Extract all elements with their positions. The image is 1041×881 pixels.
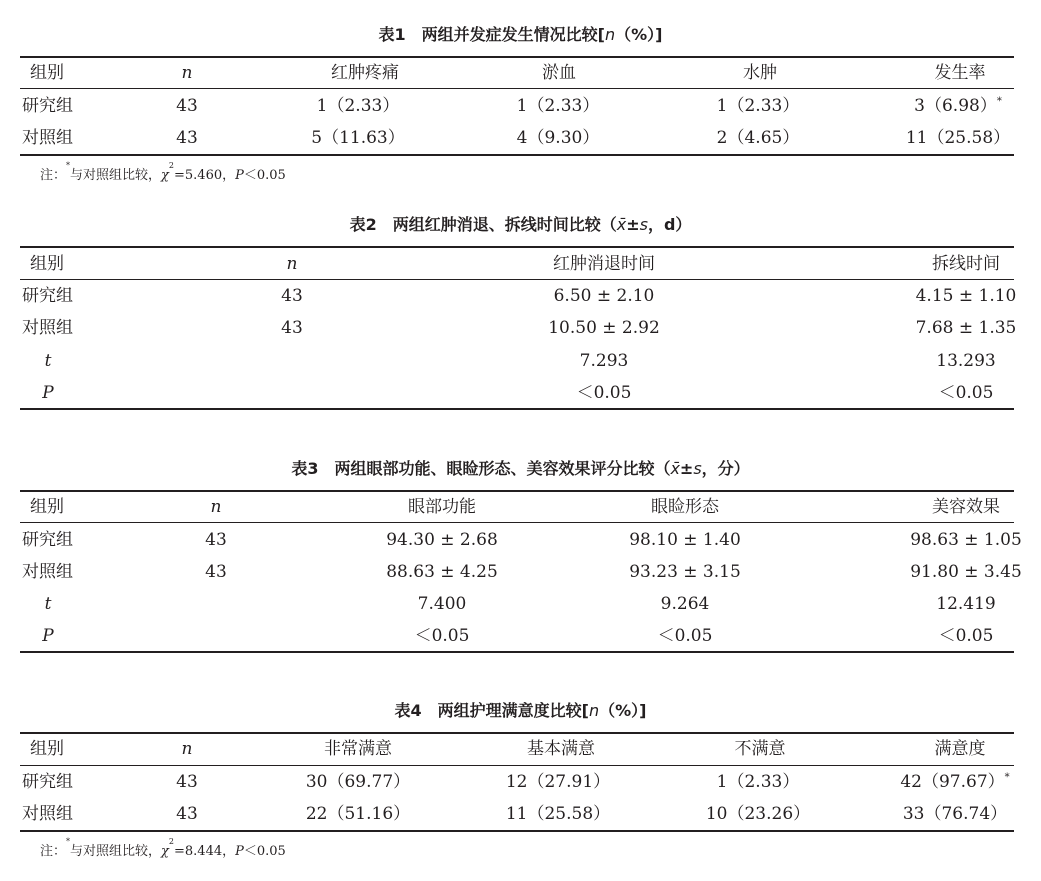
table3-p-eyelid-shape: ＜0.05	[657, 626, 713, 646]
table3-title	[0, 456, 1041, 479]
table1-row1-n: 43	[176, 96, 198, 116]
table2-title-mean: x̄	[616, 215, 627, 234]
table4-row1-n: 43	[176, 772, 198, 792]
table1-row1-group: 研究组	[22, 96, 73, 116]
table1-row2-edema: 2（4.65）	[716, 128, 800, 148]
table4-note-square: 2	[168, 837, 175, 846]
table3-row2-cosmetic-effect: 91.80 ± 3.45	[910, 562, 1022, 582]
table4-row1-satisfaction-value: 42（97.67）	[900, 772, 1005, 792]
table3-row2-eyelid-shape: 93.23 ± 3.15	[629, 562, 741, 582]
table3-title-mean: x̄	[670, 459, 680, 478]
table4-row1-satisfaction	[900, 772, 1009, 792]
table3-title-sd: s	[693, 459, 702, 478]
table2-header-suture-time: 拆线时间	[932, 254, 1000, 274]
table4-title-suffix: （%）]	[599, 701, 647, 720]
table4-note-star: *	[66, 837, 71, 846]
table2-header-n: n	[286, 254, 298, 274]
table3-header-n: n	[210, 497, 222, 517]
table2-header-rule	[20, 279, 1014, 280]
table4-note-p-value: ＜0.05	[243, 844, 286, 859]
table4-row2-very-satisfied: 22（51.16）	[305, 804, 411, 824]
table4-row2-group: 对照组	[22, 804, 73, 824]
table3-row2-group: 对照组	[22, 562, 73, 582]
table3-bottom-rule	[20, 651, 1014, 653]
table2-row2-group: 对照组	[22, 318, 73, 338]
table1-significance-star: *	[996, 96, 1002, 107]
table4-header-n: n	[181, 739, 193, 759]
table3-row2-n: 43	[205, 562, 227, 582]
table4-row2-n: 43	[176, 804, 198, 824]
table4-header-very-satisfied: 非常满意	[324, 739, 392, 759]
table3-row1-cosmetic-effect: 98.63 ± 1.05	[910, 530, 1022, 550]
table2-title-pm: ±	[626, 215, 640, 234]
table3-p-label: P	[42, 626, 54, 646]
table1-header-redness-pain: 红肿疼痛	[331, 63, 399, 83]
table3-title-pm: ±	[679, 459, 694, 478]
table4-header-satisfaction: 满意度	[934, 739, 986, 759]
table4-top-rule	[20, 732, 1014, 734]
table1-note-chi: χ	[161, 168, 169, 183]
table1-note-p-value: ＜0.05	[243, 168, 286, 183]
table4-row1-very-satisfied: 30（69.77）	[305, 772, 411, 792]
table3-title-text: 表3 两组眼部功能、眼睑形态、美容效果评分比较（	[291, 459, 671, 478]
table4-header-rule	[20, 765, 1014, 766]
table4-note	[40, 837, 286, 859]
table3-row1-group: 研究组	[22, 530, 73, 550]
table4-title	[0, 698, 1041, 721]
table4-title-n: n	[588, 701, 600, 720]
table4-significance-star: *	[1004, 772, 1010, 783]
table3-row2-eye-function: 88.63 ± 4.25	[386, 562, 498, 582]
table4-row1-basically-satisfied: 12（27.91）	[505, 772, 611, 792]
table3-header-rule	[20, 522, 1014, 523]
table4-row2-basically-satisfied: 11（25.58）	[505, 804, 611, 824]
table2-row1-group: 研究组	[22, 286, 73, 306]
table4-note-p: P	[235, 844, 244, 859]
table1-title-n: n	[604, 25, 616, 44]
table3-header-group: 组别	[30, 497, 64, 517]
table2-title-sd: s	[639, 215, 648, 234]
table1-header-rule	[20, 88, 1014, 89]
table1-title-text: 表1 两组并发症发生情况比较[	[378, 25, 605, 44]
table4-row2-dissatisfied: 10（23.26）	[705, 804, 811, 824]
table3-header-eyelid-shape: 眼睑形态	[651, 497, 719, 517]
table2-title-suffix: ，d）	[647, 215, 692, 234]
table4-row1-dissatisfied: 1（2.33）	[716, 772, 800, 792]
table3-p-eye-function: ＜0.05	[414, 626, 470, 646]
table2-bottom-rule	[20, 408, 1014, 410]
table2-t-suture-time: 13.293	[936, 351, 996, 371]
table3-row1-eye-function: 94.30 ± 2.68	[386, 530, 498, 550]
table3-row1-eyelid-shape: 98.10 ± 1.40	[629, 530, 741, 550]
table1-row1-redness-pain: 1（2.33）	[316, 96, 400, 116]
table3-top-rule	[20, 490, 1014, 492]
table1-note-p: P	[235, 168, 244, 183]
table1-row1-edema: 1（2.33）	[716, 96, 800, 116]
table4-note-chi: χ	[161, 844, 169, 859]
table2-header-swelling-time: 红肿消退时间	[553, 254, 655, 274]
table2-top-rule	[20, 246, 1014, 248]
table1-row1-bruising: 1（2.33）	[516, 96, 600, 116]
table1-note-star: *	[66, 161, 71, 170]
table1-header-incidence: 发生率	[934, 63, 986, 83]
table1-header-bruising: 淤血	[542, 63, 576, 83]
table1-row1-incidence	[914, 96, 1002, 116]
table4-row2-satisfaction: 33（76.74）	[902, 804, 1008, 824]
table1-header-group: 组别	[30, 63, 64, 83]
table3-t-eyelid-shape: 9.264	[660, 594, 710, 614]
table3-t-eye-function: 7.400	[417, 594, 467, 614]
table1-note-square: 2	[168, 161, 175, 170]
table1-row2-incidence: 11（25.58）	[905, 128, 1011, 148]
table4-row1-group: 研究组	[22, 772, 73, 792]
table1-top-rule	[20, 56, 1014, 58]
table2-p-suture-time: ＜0.05	[938, 383, 994, 403]
table4-header-basically-satisfied: 基本满意	[527, 739, 595, 759]
table2-row1-swelling-time: 6.50 ± 2.10	[553, 286, 655, 306]
table2-row2-suture-time: 7.68 ± 1.35	[915, 318, 1017, 338]
table2-row1-suture-time: 4.15 ± 1.10	[915, 286, 1017, 306]
table2-title-text: 表2 两组红肿消退、拆线时间比较（	[349, 215, 617, 234]
table2-header-group: 组别	[30, 254, 64, 274]
table1-row2-group: 对照组	[22, 128, 73, 148]
table4-note-text: 与对照组比较，	[70, 844, 162, 859]
table2-row1-n: 43	[281, 286, 303, 306]
table1-row2-n: 43	[176, 128, 198, 148]
table4-note-prefix: 注：	[40, 844, 67, 859]
table1-bottom-rule	[20, 154, 1014, 156]
table3-t-label: t	[44, 594, 52, 614]
table3-p-cosmetic-effect: ＜0.05	[938, 626, 994, 646]
table1-note-text: 与对照组比较，	[70, 168, 162, 183]
table1-row2-redness-pain: 5（11.63）	[311, 128, 405, 148]
table1-row2-bruising: 4（9.30）	[516, 128, 600, 148]
table3-header-cosmetic-effect: 美容效果	[932, 497, 1000, 517]
table1-title-suffix: （%）]	[615, 25, 663, 44]
table2-t-label: t	[44, 351, 52, 371]
table2-title	[0, 212, 1041, 235]
table4-bottom-rule	[20, 830, 1014, 832]
table4-title-text: 表4 两组护理满意度比较[	[394, 701, 589, 720]
table4-header-group: 组别	[30, 739, 64, 759]
table1-header-n: n	[181, 63, 193, 83]
table2-t-swelling-time: 7.293	[579, 351, 629, 371]
table2-p-label: P	[42, 383, 54, 403]
table3-title-suffix: ，分）	[701, 459, 750, 478]
table1-header-edema: 水肿	[743, 63, 777, 83]
table3-t-cosmetic-effect: 12.419	[936, 594, 996, 614]
table2-row2-swelling-time: 10.50 ± 2.92	[548, 318, 660, 338]
table1-title	[0, 22, 1041, 45]
table1-row1-incidence-value: 3（6.98）	[914, 96, 997, 116]
table4-header-dissatisfied: 不满意	[734, 739, 786, 759]
table2-p-swelling-time: ＜0.05	[576, 383, 632, 403]
table1-note-chi-value: =5.460，	[174, 168, 236, 183]
table1-note-prefix: 注：	[40, 168, 67, 183]
table3-header-eye-function: 眼部功能	[408, 497, 476, 517]
table4-note-chi-value: =8.444，	[174, 844, 236, 859]
table2-row2-n: 43	[281, 318, 303, 338]
table3-row1-n: 43	[205, 530, 227, 550]
table1-note	[40, 161, 286, 183]
